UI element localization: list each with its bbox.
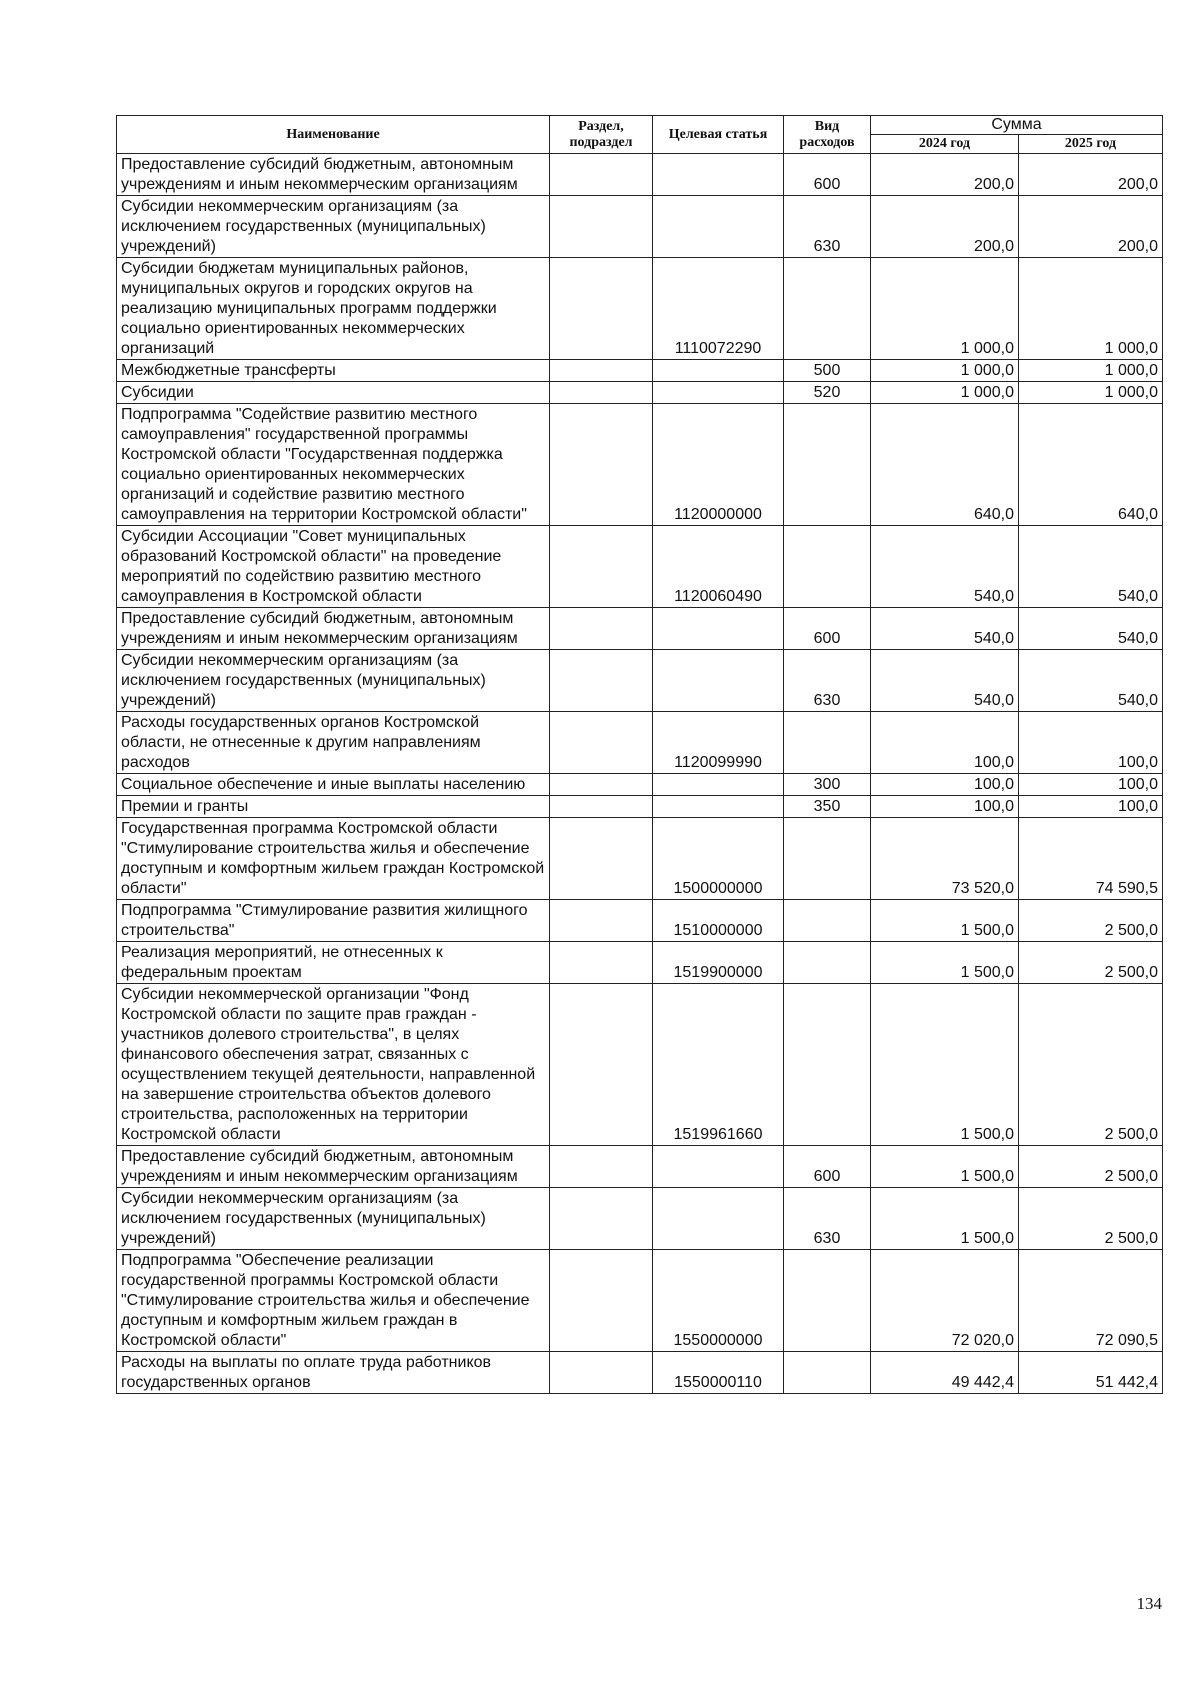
row-kind-cell: 350 [784,796,871,818]
row-target-cell [653,360,784,382]
row-amount-2024-cell: 1 000,0 [871,258,1019,360]
row-name-cell: Расходы на выплаты по оплате труда работников государственных органов [117,1352,550,1394]
row-target-cell: 1110072290 [653,258,784,360]
row-name-cell: Субсидии [117,382,550,404]
row-section-cell [550,1352,653,1394]
table-row [117,526,1163,608]
row-amount-2025-cell: 200,0 [1019,154,1163,196]
row-target-cell [653,1188,784,1250]
row-amount-2024-cell: 1 000,0 [871,382,1019,404]
row-section-cell [550,526,653,608]
row-name-cell: Предоставление субсидий бюджетным, автономным учреждениям и иным некоммерческим организациям [117,154,550,196]
row-kind-cell: 630 [784,1188,871,1250]
budget-table [116,115,1163,1394]
row-target-cell: 1500000000 [653,818,784,900]
row-target-cell [653,650,784,712]
row-amount-2025-cell: 540,0 [1019,650,1163,712]
row-section-cell [550,196,653,258]
table-row [117,258,1163,360]
table-row [117,1250,1163,1352]
row-section-cell [550,942,653,984]
row-kind-cell [784,1352,871,1394]
row-section-cell [550,382,653,404]
row-amount-2025-cell: 2 500,0 [1019,984,1163,1146]
row-section-cell [550,650,653,712]
table-row [117,404,1163,526]
row-amount-2025-cell: 72 090,5 [1019,1250,1163,1352]
row-kind-cell [784,712,871,774]
row-amount-2025-cell: 100,0 [1019,796,1163,818]
row-kind-cell: 300 [784,774,871,796]
row-amount-2024-cell: 540,0 [871,526,1019,608]
row-name-cell: Предоставление субсидий бюджетным, автономным учреждениям и иным некоммерческим организациям [117,1146,550,1188]
row-amount-2024-cell: 540,0 [871,608,1019,650]
row-amount-2024-cell: 640,0 [871,404,1019,526]
table-row [117,774,1163,796]
row-amount-2025-cell: 100,0 [1019,712,1163,774]
row-name-cell: Предоставление субсидий бюджетным, автономным учреждениям и иным некоммерческим организациям [117,608,550,650]
row-section-cell [550,1146,653,1188]
row-kind-cell: 600 [784,608,871,650]
row-amount-2024-cell: 200,0 [871,154,1019,196]
table-row [117,1146,1163,1188]
row-target-cell: 1519900000 [653,942,784,984]
table-row [117,712,1163,774]
row-amount-2025-cell: 100,0 [1019,774,1163,796]
row-amount-2025-cell: 640,0 [1019,404,1163,526]
row-target-cell: 1550000110 [653,1352,784,1394]
row-kind-cell [784,526,871,608]
row-kind-cell: 630 [784,650,871,712]
row-kind-cell [784,984,871,1146]
row-kind-cell: 600 [784,154,871,196]
row-target-cell [653,796,784,818]
table-row [117,796,1163,818]
row-target-cell: 1120099990 [653,712,784,774]
row-name-cell: Премии и гранты [117,796,550,818]
table-row [117,984,1163,1146]
row-target-cell: 1120000000 [653,404,784,526]
row-name-cell: Субсидии некоммерческой организации "Фонд Костромской области по защите прав граждан - участников долевого строительства", в целях финансового обеспечения затрат, связанных с осуществлением текущей деятельности, направленной на завершение строительства объектов долевого строительства, расположенных на территории Костромской области [117,984,550,1146]
row-section-cell [550,712,653,774]
row-target-cell: 1519961660 [653,984,784,1146]
row-name-cell: Субсидии Ассоциации "Совет муниципальных образований Костромской области" на проведение мероприятий по содействию развитию местного самоуправления в Костромской области [117,526,550,608]
row-amount-2024-cell: 49 442,4 [871,1352,1019,1394]
row-section-cell [550,900,653,942]
row-target-cell: 1550000000 [653,1250,784,1352]
row-section-cell [550,1250,653,1352]
row-kind-cell [784,942,871,984]
row-section-cell [550,154,653,196]
row-amount-2025-cell: 1 000,0 [1019,360,1163,382]
table-row [117,818,1163,900]
row-amount-2024-cell: 540,0 [871,650,1019,712]
row-amount-2024-cell: 100,0 [871,774,1019,796]
row-amount-2024-cell: 1 500,0 [871,1188,1019,1250]
row-kind-cell [784,258,871,360]
row-amount-2024-cell: 1 500,0 [871,1146,1019,1188]
page-number: 134 [1136,1594,1162,1613]
row-amount-2024-cell: 73 520,0 [871,818,1019,900]
row-kind-cell: 630 [784,196,871,258]
row-kind-cell [784,1250,871,1352]
row-name-cell: Субсидии бюджетам муниципальных районов, муниципальных округов и городских округов на реализацию муниципальных программ поддержки социально ориентированных некоммерческих организаций [117,258,550,360]
header-target: Целевая статья [653,116,784,154]
row-section-cell [550,360,653,382]
row-amount-2024-cell: 72 020,0 [871,1250,1019,1352]
table-row [117,1188,1163,1250]
table-row [117,1352,1163,1394]
row-name-cell: Подпрограмма "Стимулирование развития жилищного строительства" [117,900,550,942]
row-section-cell [550,774,653,796]
row-target-cell: 1510000000 [653,900,784,942]
row-amount-2024-cell: 100,0 [871,712,1019,774]
row-amount-2025-cell: 540,0 [1019,608,1163,650]
row-amount-2025-cell: 2 500,0 [1019,1146,1163,1188]
header-year-2024: 2024 год [871,135,1019,154]
row-amount-2024-cell: 1 500,0 [871,984,1019,1146]
row-name-cell: Расходы государственных органов Костромской области, не отнесенные к другим направлениям расходов [117,712,550,774]
row-section-cell [550,258,653,360]
row-name-cell: Реализация мероприятий, не отнесенных к федеральным проектам [117,942,550,984]
table-row [117,608,1163,650]
row-target-cell [653,1146,784,1188]
row-name-cell: Подпрограмма "Содействие развитию местного самоуправления" государственной программы Костромской области "Государственная поддержка социально ориентированных некоммерческих организаций и содействие развитию местного самоуправления на территории Костромской области" [117,404,550,526]
row-section-cell [550,984,653,1146]
row-target-cell [653,196,784,258]
row-amount-2024-cell: 100,0 [871,796,1019,818]
row-amount-2025-cell: 1 000,0 [1019,258,1163,360]
row-kind-cell [784,818,871,900]
header-sum: Сумма [871,116,1163,135]
row-section-cell [550,818,653,900]
table-row [117,382,1163,404]
row-amount-2025-cell: 2 500,0 [1019,900,1163,942]
row-name-cell: Государственная программа Костромской области "Стимулирование строительства жилья и обеспечение доступным и комфортным жильем граждан Костромской области" [117,818,550,900]
row-amount-2025-cell: 2 500,0 [1019,942,1163,984]
row-amount-2024-cell: 200,0 [871,196,1019,258]
row-amount-2025-cell: 1 000,0 [1019,382,1163,404]
header-year-2025: 2025 год [1019,135,1163,154]
row-section-cell [550,796,653,818]
row-name-cell: Межбюджетные трансферты [117,360,550,382]
row-name-cell: Социальное обеспечение и иные выплаты населению [117,774,550,796]
row-kind-cell [784,404,871,526]
row-name-cell: Субсидии некоммерческим организациям (за исключением государственных (муниципальных) учреждений) [117,196,550,258]
row-name-cell: Субсидии некоммерческим организациям (за исключением государственных (муниципальных) учреждений) [117,650,550,712]
row-amount-2025-cell: 540,0 [1019,526,1163,608]
row-target-cell [653,382,784,404]
row-section-cell [550,1188,653,1250]
table-row [117,900,1163,942]
row-section-cell [550,608,653,650]
row-target-cell [653,774,784,796]
table-row [117,650,1163,712]
row-target-cell: 1120060490 [653,526,784,608]
row-kind-cell: 500 [784,360,871,382]
table-body [117,154,1163,1394]
table-row [117,154,1163,196]
row-kind-cell: 600 [784,1146,871,1188]
row-kind-cell: 520 [784,382,871,404]
row-name-cell: Субсидии некоммерческим организациям (за исключением государственных (муниципальных) учреждений) [117,1188,550,1250]
table-row [117,942,1163,984]
row-amount-2024-cell: 1 000,0 [871,360,1019,382]
row-target-cell [653,608,784,650]
row-amount-2025-cell: 74 590,5 [1019,818,1163,900]
row-kind-cell [784,900,871,942]
table-row [117,196,1163,258]
row-amount-2025-cell: 2 500,0 [1019,1188,1163,1250]
header-section: Раздел, подраздел [550,116,653,154]
table-row [117,360,1163,382]
row-target-cell [653,154,784,196]
row-amount-2024-cell: 1 500,0 [871,942,1019,984]
table-header [117,116,1163,154]
row-name-cell: Подпрограмма "Обеспечение реализации государственной программы Костромской области "Стимулирование строительства жилья и обеспечение доступным и комфортным жильем граждан в Костромской области" [117,1250,550,1352]
row-amount-2025-cell: 200,0 [1019,196,1163,258]
header-kind: Вид расходов [784,116,871,154]
header-name: Наименование [117,116,550,154]
row-section-cell [550,404,653,526]
row-amount-2024-cell: 1 500,0 [871,900,1019,942]
row-amount-2025-cell: 51 442,4 [1019,1352,1163,1394]
